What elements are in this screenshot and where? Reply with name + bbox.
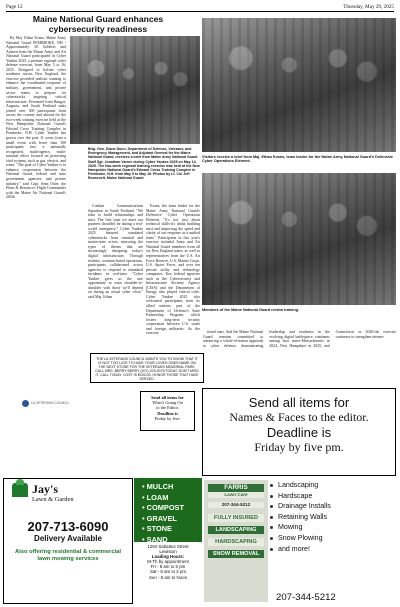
address-line-1: 1294 Sabattus Street bbox=[147, 544, 189, 549]
article-column-2 bbox=[88, 204, 143, 350]
whats-going-on-notice bbox=[140, 391, 195, 431]
service-item: and more! bbox=[270, 544, 396, 555]
article-column-1 bbox=[6, 36, 66, 354]
column-4-text: tional ones. And the Maine National Guard remains committed to advancing a whole-of-nation approach to cyber defense, demonstrating leadership and readiness in the evolving digital battlespace. continues among host states-Massachusetts in 2024, New Hampshire in 2025, and Connecticut in 2026-the exercise continues to strengthen interna- bbox=[203, 330, 396, 348]
caption-middle: Brig. Gen. Diane Dunn, Department of Defense, Veterans, and Emergency Management, and Adjutant General for the Maine National Guard, receives a brief from Maine Army National Guard Staff Sgt. Jonathan Varner during Cyber Yankee 2025 on May 14, 2025. The two-week regional training exercise was held at the New Hampshire National Guard's Edward Cross Training Complex in Pembroke, N.H. from May 5 to May 16. Photos by Lt. Col Jeff Roosevelt, Maine National Guard. bbox=[88, 147, 200, 181]
send-big-line-4: Friday by five pm. bbox=[254, 440, 344, 454]
photo-general-brief bbox=[70, 36, 200, 144]
caption-top: Visitors receive a brief from Maj. Ethan Evans, team leader for the Maine Army National Guard's Defensive Cyber Operations Element. bbox=[202, 155, 394, 164]
la-veterans-council-logo bbox=[22, 399, 88, 408]
caption-lower: Members of the Maine National Guard review training. bbox=[202, 308, 300, 312]
service-item: Retaining Walls bbox=[270, 512, 396, 523]
hours-title: Loading Hours: bbox=[151, 554, 185, 560]
article-column-4 bbox=[203, 330, 396, 382]
sign-phone: 207-344-5212 bbox=[208, 502, 264, 508]
jays-name: Jay's bbox=[32, 482, 59, 496]
hours-line: Fri - 8 am to 5 pm bbox=[150, 564, 186, 570]
farris-phone: 207-344-5212 bbox=[276, 592, 336, 603]
send-big-line-3: Deadline is bbox=[266, 425, 332, 440]
service-item: Hardscape bbox=[270, 491, 396, 502]
farris-services-list bbox=[270, 480, 396, 590]
send-small-line-3: to the Editor. bbox=[156, 405, 179, 411]
jays-delivery: Delivery Available bbox=[34, 534, 102, 543]
product-item: • COMPOST bbox=[142, 503, 185, 512]
tree-icon bbox=[12, 483, 28, 497]
send-small-line-1: Send all items for bbox=[151, 395, 184, 400]
column-2-text: Combat Communications Squadron in South Portland. "We train to build relationships and trust. The first time we meet our partners shouldn't be during a real-world emergency." Cyber Yankee 2025 featured simulated cyberattacks from criminal and nation-state actors, mirroring the types of threats that are increasingly disrupting today's digital infrastructure. Through realistic, scenario-based operations, participants collaborated across agencies to respond to simulated incidents in real-time. "Cyber Yankee gives us the rare opportunity to train shoulder-to-shoulder with those we'll depend on during an actual cyber crisis," said Maj. Ethan bbox=[88, 204, 143, 299]
header-rule bbox=[6, 11, 394, 12]
product-item: • GRAVEL bbox=[142, 513, 177, 523]
column-1-text: By Maj. Ethan Evans, Maine Army National Guard PEMBROKE, NH - Approximately 30 Soldiers and Airmen from the Maine Army and Air National Guard participated in Cyber Yankee 2025, a premier regional cyber defense exercise, from May 5 to 16, 2025. Designed to bolster cyber readiness across New England, the exercise provided realistic training to enhance the coordinated response of military, government, and private sector teams to prepare for cyberattacks targeting critical infrastructure. Personnel from Bangor, Augusta, and South Portland units joined over 300 participants from across the country and abroad for the two-week training exercise held at the New Hampshire National Guard's Edward Cross Training Complex in Pembroke, N.H. Cyber Yankee has grown over the past 11 years from a small event with fewer than 100 participants into a nationally recognized, multi-agency, multi-national effort focused on protecting vital systems, such as gas, electric, and water. "The goal of Cyber Yankee is to enhance cooperation between the National Guard, federal and state government agencies, and private industry," said Capt. Sean Osler, the Plans & Resources Flight Commander with the Maine Air National Guard's 265th bbox=[6, 36, 66, 200]
product-item: • SAND bbox=[142, 534, 168, 544]
issue-date: Thursday, May 29, 2025 bbox=[343, 4, 394, 10]
jays-subtitle: Lawn & Garden bbox=[32, 496, 74, 503]
sign-snow-removal: SNOW REMOVAL bbox=[208, 550, 264, 558]
mulch-address-hours bbox=[134, 544, 202, 580]
send-big-line-1: Send all items for bbox=[248, 395, 350, 410]
service-item: Mowing bbox=[270, 522, 396, 533]
service-item: Landscaping bbox=[270, 480, 396, 491]
photo-training-review bbox=[202, 173, 396, 305]
column-3-text: Evans, the team leader for the Maine Army National Guard's Defensive Cyber Operations Element. "It's not just about technical skills-it's about building trust and improving the speed and clarity of our response as a unified team." Participants in this year's exercise included Army and Air National Guard members from all six New England states, as well as representatives from the U.S. Air Force Reserve, U.S. Marine Corps, U.S. Space Force, and over ten private utility and technology companies. Key federal agencies such as the Cybersecurity and Infrastructure Security Agency (CISA) and the Department of Energy also played critical roles. Cyber Yankee 2025 also welcomed participants from its allied nations, part of the Department of Defense's State Partnership Program, which fosters long-term security cooperation between U.S. states and foreign militaries. As the exercise bbox=[146, 204, 200, 336]
jays-offer: Also offering residential & commercial lawn mowing services bbox=[15, 549, 121, 562]
hours-line: Sun - 8 am to Noon bbox=[148, 574, 188, 580]
article-headline: Maine National Guard enhances cybersecurity readiness bbox=[32, 14, 164, 34]
veterans-star-icon bbox=[22, 400, 29, 407]
service-item: Drainage Installs bbox=[270, 501, 396, 512]
names-and-faces-notice bbox=[202, 388, 396, 476]
hours-line: M-Th by appointment bbox=[147, 559, 189, 565]
sign-hardscaping: HARDSCAPING bbox=[208, 538, 264, 546]
sign-subtitle: Lawn Care bbox=[208, 492, 264, 498]
product-item: • LOAM bbox=[142, 492, 169, 502]
product-item: • STONE bbox=[142, 524, 172, 533]
sign-landscaping: LANDSCAPING bbox=[208, 526, 264, 534]
sign-title: FARRIS bbox=[208, 484, 264, 492]
address-line-2: Lewiston bbox=[159, 549, 177, 555]
send-small-line-2: What's Going On bbox=[152, 400, 183, 406]
product-item: • MULCH bbox=[142, 482, 174, 491]
send-small-line-4: Deadline is bbox=[157, 410, 178, 416]
jays-lawn-garden-ad bbox=[3, 478, 133, 604]
mulch-product-list bbox=[134, 478, 202, 542]
sign-insured: FULLY INSURED bbox=[208, 514, 264, 522]
farris-sign-photo bbox=[204, 480, 268, 602]
hours-line: Sat - 8 am to 2 pm bbox=[149, 569, 187, 575]
photo-visitors-brief bbox=[202, 18, 396, 152]
mulch-loam-ad bbox=[134, 478, 202, 606]
la-veterans-logo-text: LA VETERANS COUNCIL bbox=[31, 401, 70, 405]
service-item: Snow Plowing bbox=[270, 533, 396, 544]
jays-phone: 207-713-6090 bbox=[27, 519, 109, 534]
send-big-line-2: Names & Faces to the editor. bbox=[229, 410, 369, 424]
veterans-memorial-notice: THE LA VETERANS COUNCIL WANTS YOU TO KNOW THAT IT IS NOT TOO LATE TO HAVE YOUR LOVED ONES NAME ON THE NEXT STONE FOR THE VETERANS MEMORIAL PARK. CALL MRS. BERRY BERRY (207)-376-0078 TODAY. DON'T MISS IT, CALL TODAY. COST IS $100.00. HONOR THOSE THAT HAVE SERVED. bbox=[90, 353, 204, 383]
send-small-line-5: Friday by five. bbox=[154, 415, 181, 421]
page-number: Page 12 bbox=[6, 4, 23, 10]
